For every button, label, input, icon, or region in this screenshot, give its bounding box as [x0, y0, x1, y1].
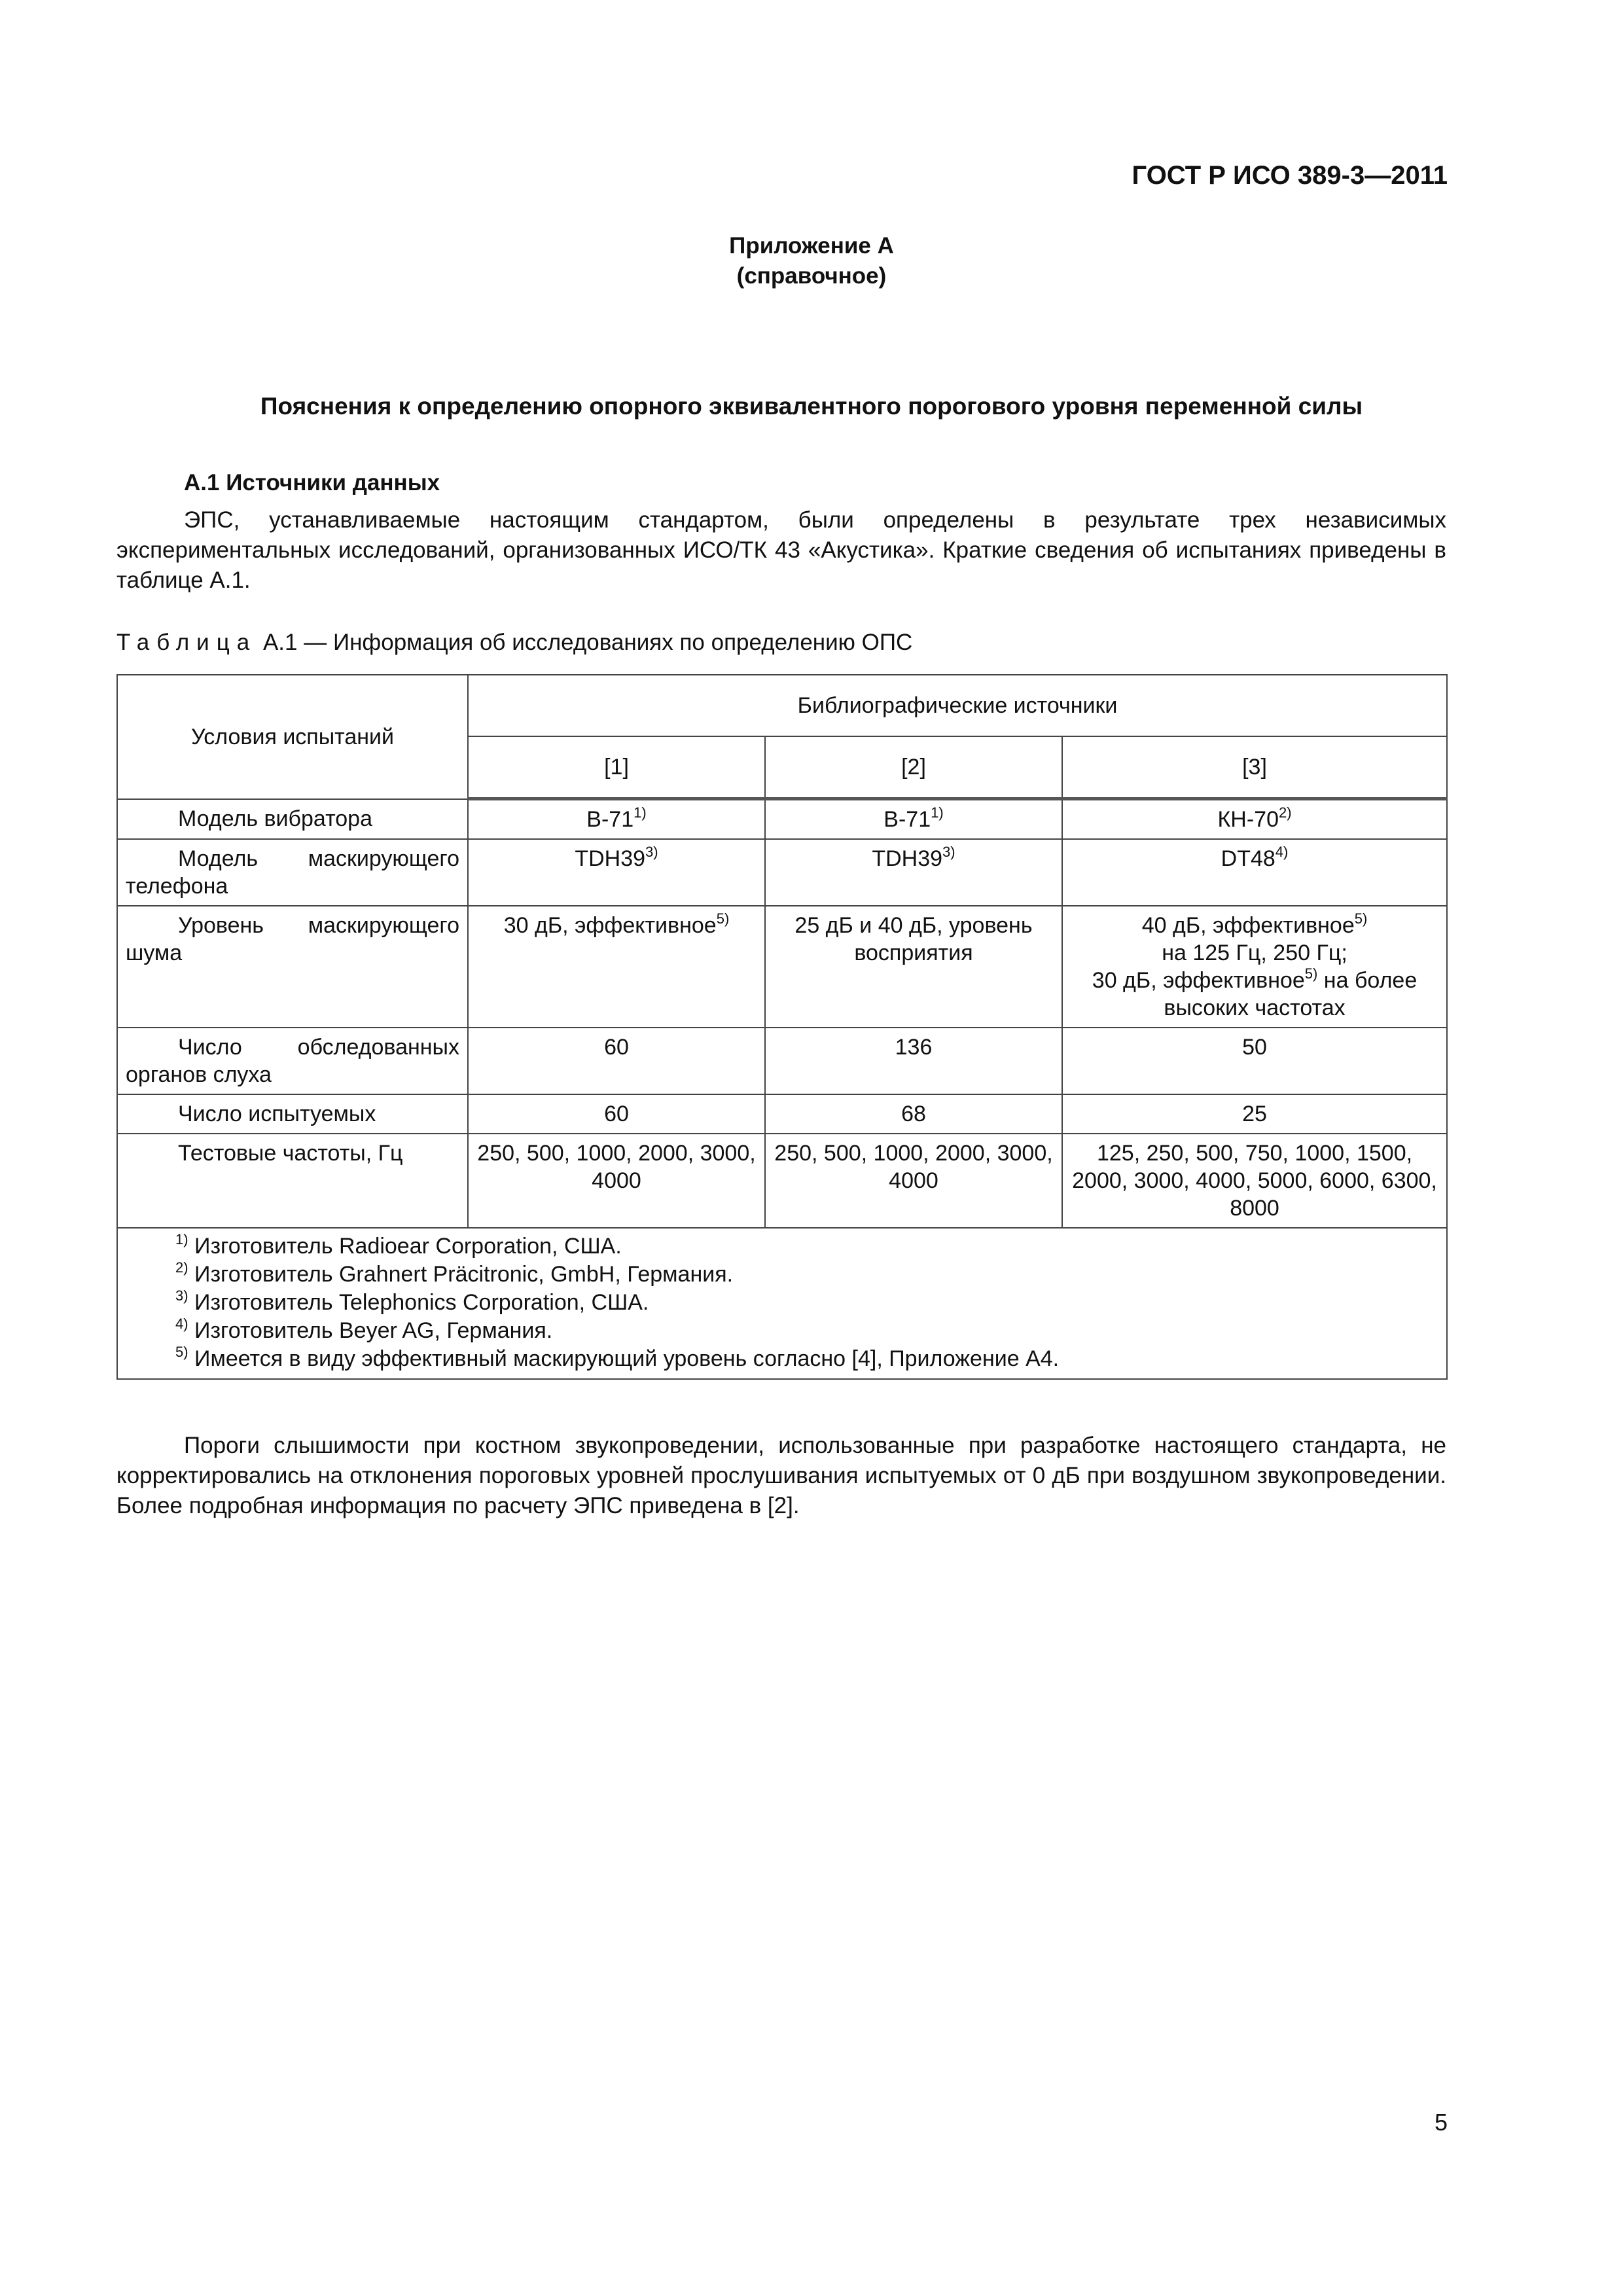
- header-conditions: Условия испытаний: [117, 675, 468, 799]
- cell: 25: [1062, 1094, 1447, 1134]
- footnote-text: Изготовитель Beyer AG, Германия.: [188, 1318, 553, 1343]
- cell-text: 30 дБ, эффективное: [503, 913, 717, 938]
- footnote-text: Имеется в виду эффективный маскирующий уровень согласно [4], Приложение А4.: [188, 1346, 1060, 1371]
- footnote-mark: 2): [1278, 804, 1292, 821]
- footnote: [175, 1289, 1438, 1317]
- cell-text: КН-70: [1217, 807, 1279, 832]
- cell: [468, 906, 765, 1028]
- table-row: [117, 906, 1447, 1028]
- table-notes-row: [117, 1228, 1447, 1379]
- header-ref-3: [3]: [1062, 736, 1447, 799]
- header-sources: Библиографические источники: [468, 675, 1447, 736]
- table-caption-text: А.1 — Информация об исследованиях по определению ОПС: [257, 630, 913, 655]
- footnote-text: Изготовитель Grahnert Präcitronic, GmbH, Германия.: [188, 1262, 734, 1287]
- cell-text: на более высоких частотах: [1164, 968, 1418, 1020]
- table-row: [117, 839, 1447, 906]
- footnote-mark: 5): [1354, 910, 1368, 927]
- cell: [765, 839, 1062, 906]
- page-number: 5: [1434, 2109, 1448, 2136]
- cell: 136: [765, 1028, 1062, 1094]
- row-label: Модель вибратора: [117, 799, 468, 840]
- footnote: [175, 1317, 1438, 1345]
- cell: [1062, 906, 1447, 1028]
- footnote-mark: 4): [175, 1315, 188, 1332]
- footnote-mark: 2): [175, 1259, 188, 1276]
- cell: [468, 799, 765, 840]
- footnote-mark: 3): [645, 843, 658, 860]
- table-row: [117, 1028, 1447, 1094]
- row-label: Уровень маскирующего шума: [117, 906, 468, 1028]
- header-ref-1: [1]: [468, 736, 765, 799]
- cell: 125, 250, 500, 750, 1000, 1500, 2000, 3000, 4000, 5000, 6000, 6300, 8000: [1062, 1134, 1447, 1228]
- table-row: [117, 1134, 1447, 1228]
- cell: 50: [1062, 1028, 1447, 1094]
- footnote: [175, 1345, 1438, 1373]
- row-label: Число обследованных органов слуха: [117, 1028, 468, 1094]
- cell-text: 30 дБ, эффективное: [1092, 968, 1305, 993]
- footnote-mark: 1): [931, 804, 944, 821]
- cell: 68: [765, 1094, 1062, 1134]
- cell: 60: [468, 1094, 765, 1134]
- footnote-text: Изготовитель Radioear Corporation, США.: [188, 1234, 622, 1259]
- row-label: Число испытуемых: [117, 1094, 468, 1134]
- cell: 250, 500, 1000, 2000, 3000, 4000: [765, 1134, 1062, 1228]
- table-row: [117, 1094, 1447, 1134]
- section-title: А.1 Источники данных: [184, 470, 440, 495]
- intro-paragraph: ЭПС, устанавливаемые настоящим стандартом, были определены в результате трех независимых экспериментальных исследований, организованных ИСО/ТК 43 «Акустика». Краткие сведения об испытаниях приведены в таблице А.1.: [116, 507, 1446, 593]
- footnote-mark: 1): [633, 804, 647, 821]
- table-notes: [117, 1228, 1447, 1379]
- footnote-mark: 3): [175, 1287, 188, 1304]
- cell: [1062, 839, 1447, 906]
- footnote: [175, 1261, 1438, 1289]
- cell-text: TDH39: [872, 846, 943, 871]
- appendix-heading: Пояснения к определению опорного эквивалентного порогового уровня переменной силы: [260, 393, 1363, 420]
- table-row: [117, 799, 1447, 840]
- cell-text: TDH39: [575, 846, 646, 871]
- cell: 60: [468, 1028, 765, 1094]
- table-header-row: [117, 675, 1447, 736]
- closing-paragraph: Пороги слышимости при костном звукопроведении, использованные при разработке настоящего стандарта, не корректировались на отклонения пороговых уровней прослушивания испытуемых от 0 дБ при воздушном звукопроведении. Более подробная информация по расчету ЭПС приведена в [2].: [116, 1433, 1446, 1518]
- cell: [1062, 799, 1447, 840]
- row-label: Тестовые частоты, Гц: [117, 1134, 468, 1228]
- appendix-subtitle: (справочное): [736, 263, 887, 289]
- cell: [765, 799, 1062, 840]
- cell-text: на 125 Гц, 250 Гц;: [1162, 941, 1347, 965]
- cell-text: 40 дБ, эффективное: [1141, 913, 1355, 938]
- footnote-mark: 5): [716, 910, 730, 927]
- studies-table: [116, 674, 1448, 1380]
- cell: 250, 500, 1000, 2000, 3000, 4000: [468, 1134, 765, 1228]
- footnote-text: Изготовитель Telephonics Corporation, США.: [188, 1290, 649, 1315]
- appendix-title: Приложение А: [729, 233, 894, 259]
- footnote-mark: 4): [1275, 843, 1289, 860]
- footnote-mark: 5): [1304, 965, 1318, 982]
- cell-text: В-71: [883, 807, 931, 832]
- header-ref-2: [2]: [765, 736, 1062, 799]
- footnote-mark: 3): [942, 843, 955, 860]
- document-code: ГОСТ Р ИСО 389-3—2011: [1132, 161, 1448, 190]
- cell: [468, 839, 765, 906]
- cell-text: DT48: [1221, 846, 1275, 871]
- table-caption-label: Таблица: [116, 630, 257, 655]
- cell-text: В-71: [586, 807, 634, 832]
- cell: 25 дБ и 40 дБ, уровень восприятия: [765, 906, 1062, 1028]
- table-caption: [116, 630, 912, 656]
- footnote-mark: 5): [175, 1343, 188, 1360]
- footnote-mark: 1): [175, 1230, 188, 1247]
- footnote: [175, 1232, 1438, 1261]
- row-label: Модель маскирующего телефона: [117, 839, 468, 906]
